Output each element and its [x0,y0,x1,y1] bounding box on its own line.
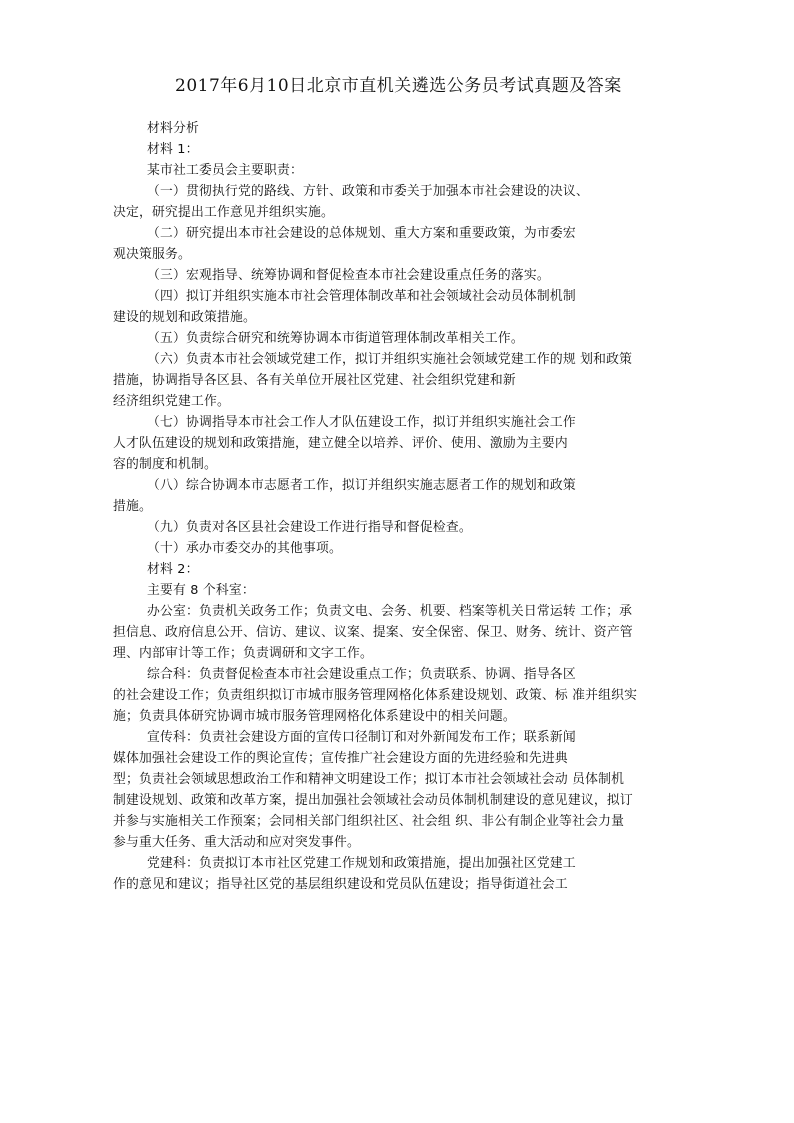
text-line: （六）负责本市社会领域党建工作，拟订并组织实施社会领域党建工作的规 划和政策 [147,352,633,367]
text-line: （十）承办市委交办的其他事项。 [147,541,342,556]
material-1-label: 材料 1： [147,142,199,157]
text-line: （一）贯彻执行党的路线、方针、政策和市委关于加强本市社会建设的决议、 [147,184,589,199]
text-line: 并参与实施相关工作预案；会同相关部门组织社区、社会组 织、非公有制企业等社会力量 [113,814,625,829]
text-line: 观决策服务。 [113,247,191,262]
text-line: 担信息、政府信息公开、信访、建议、议案、提案、安全保密、保卫、财务、统计、资产管 [113,625,633,640]
text-line: 的社会建设工作；负责组织拟订市城市服务管理网格化体系建设规划、政策、标 准并组织实 [113,688,638,703]
text-line: 主要有 8 个科室： [147,583,255,598]
text-line: （九）负责对各区县社会建设工作进行指导和督促检查。 [147,520,472,535]
text-line: 措施。 [113,499,152,514]
text-line: 措施，协调指导各区县、各有关单位开展社区党建、社会组织党建和新 [113,373,516,388]
text-line: （三）宏观指导、统筹协调和督促检查本市社会建设重点任务的落实。 [147,268,550,283]
text-line: 媒体加强社会建设工作的舆论宣传；宣传推广社会建设方面的先进经验和先进典 [113,751,568,766]
text-line: 宣传科：负责社会建设方面的宣传口径制订和对外新闻发布工作；联系新闻 [147,730,576,745]
text-line: 党建科：负责拟订本市社区党建工作规划和政策措施，提出加强社区党建工 [147,856,576,871]
text-line: 人才队伍建设的规划和政策措施，建立健全以培养、评价、使用、激励为主要内 [113,436,568,451]
text-line: 某市社工委员会主要职责： [147,163,303,178]
text-line: 容的制度和机制。 [113,457,217,472]
text-line: 办公室：负责机关政务工作；负责文电、会务、机要、档案等机关日常运转 工作；承 [147,604,633,619]
text-line: 作的意见和建议；指导社区党的基层组织建设和党员队伍建设；指导街道社会工 [113,877,568,892]
text-line: （五）负责综合研究和统筹协调本市街道管理体制改革相关工作。 [147,331,524,346]
text-line: （四）拟订并组织实施本市社会管理体制改革和社会领域社会动员体制机制 [147,289,576,304]
text-line: （八）综合协调本市志愿者工作，拟订并组织实施志愿者工作的规划和政策 [147,478,576,493]
page-title: 2017年6月10日北京市直机关遴选公务员考试真题及答案 [175,76,622,96]
text-line: （二）研究提出本市社会建设的总体规划、重大方案和重要政策，为市委宏 [147,226,576,241]
text-line: 理、内部审计等工作；负责调研和文字工作。 [113,646,373,661]
text-line: 型；负责社会领域思想政治工作和精神文明建设工作；拟订本市社会领域社会动 员体制机 [113,772,625,787]
text-line: 制建设规划、政策和改革方案，提出加强社会领域社会动员体制机制建设的意见建议，拟订 [113,793,633,808]
text-line: （七）协调指导本市社会工作人才队伍建设工作，拟订并组织实施社会工作 [147,415,576,430]
text-line: 决定，研究提出工作意见并组织实施。 [113,205,334,220]
text-line: 施；负责具体研究协调市城市服务管理网格化体系建设中的相关问题。 [113,709,516,724]
text-line: 参与重大任务、重大活动和应对突发事件。 [113,835,360,850]
material-2-label: 材料 2： [147,562,199,577]
section-heading-analysis: 材料分析 [147,121,199,136]
text-line: 综合科：负责督促检查本市社会建设重点工作；负责联系、协调、指导各区 [147,667,576,682]
text-line: 建设的规划和政策措施。 [113,310,256,325]
text-line: 经济组织党建工作。 [113,394,230,409]
